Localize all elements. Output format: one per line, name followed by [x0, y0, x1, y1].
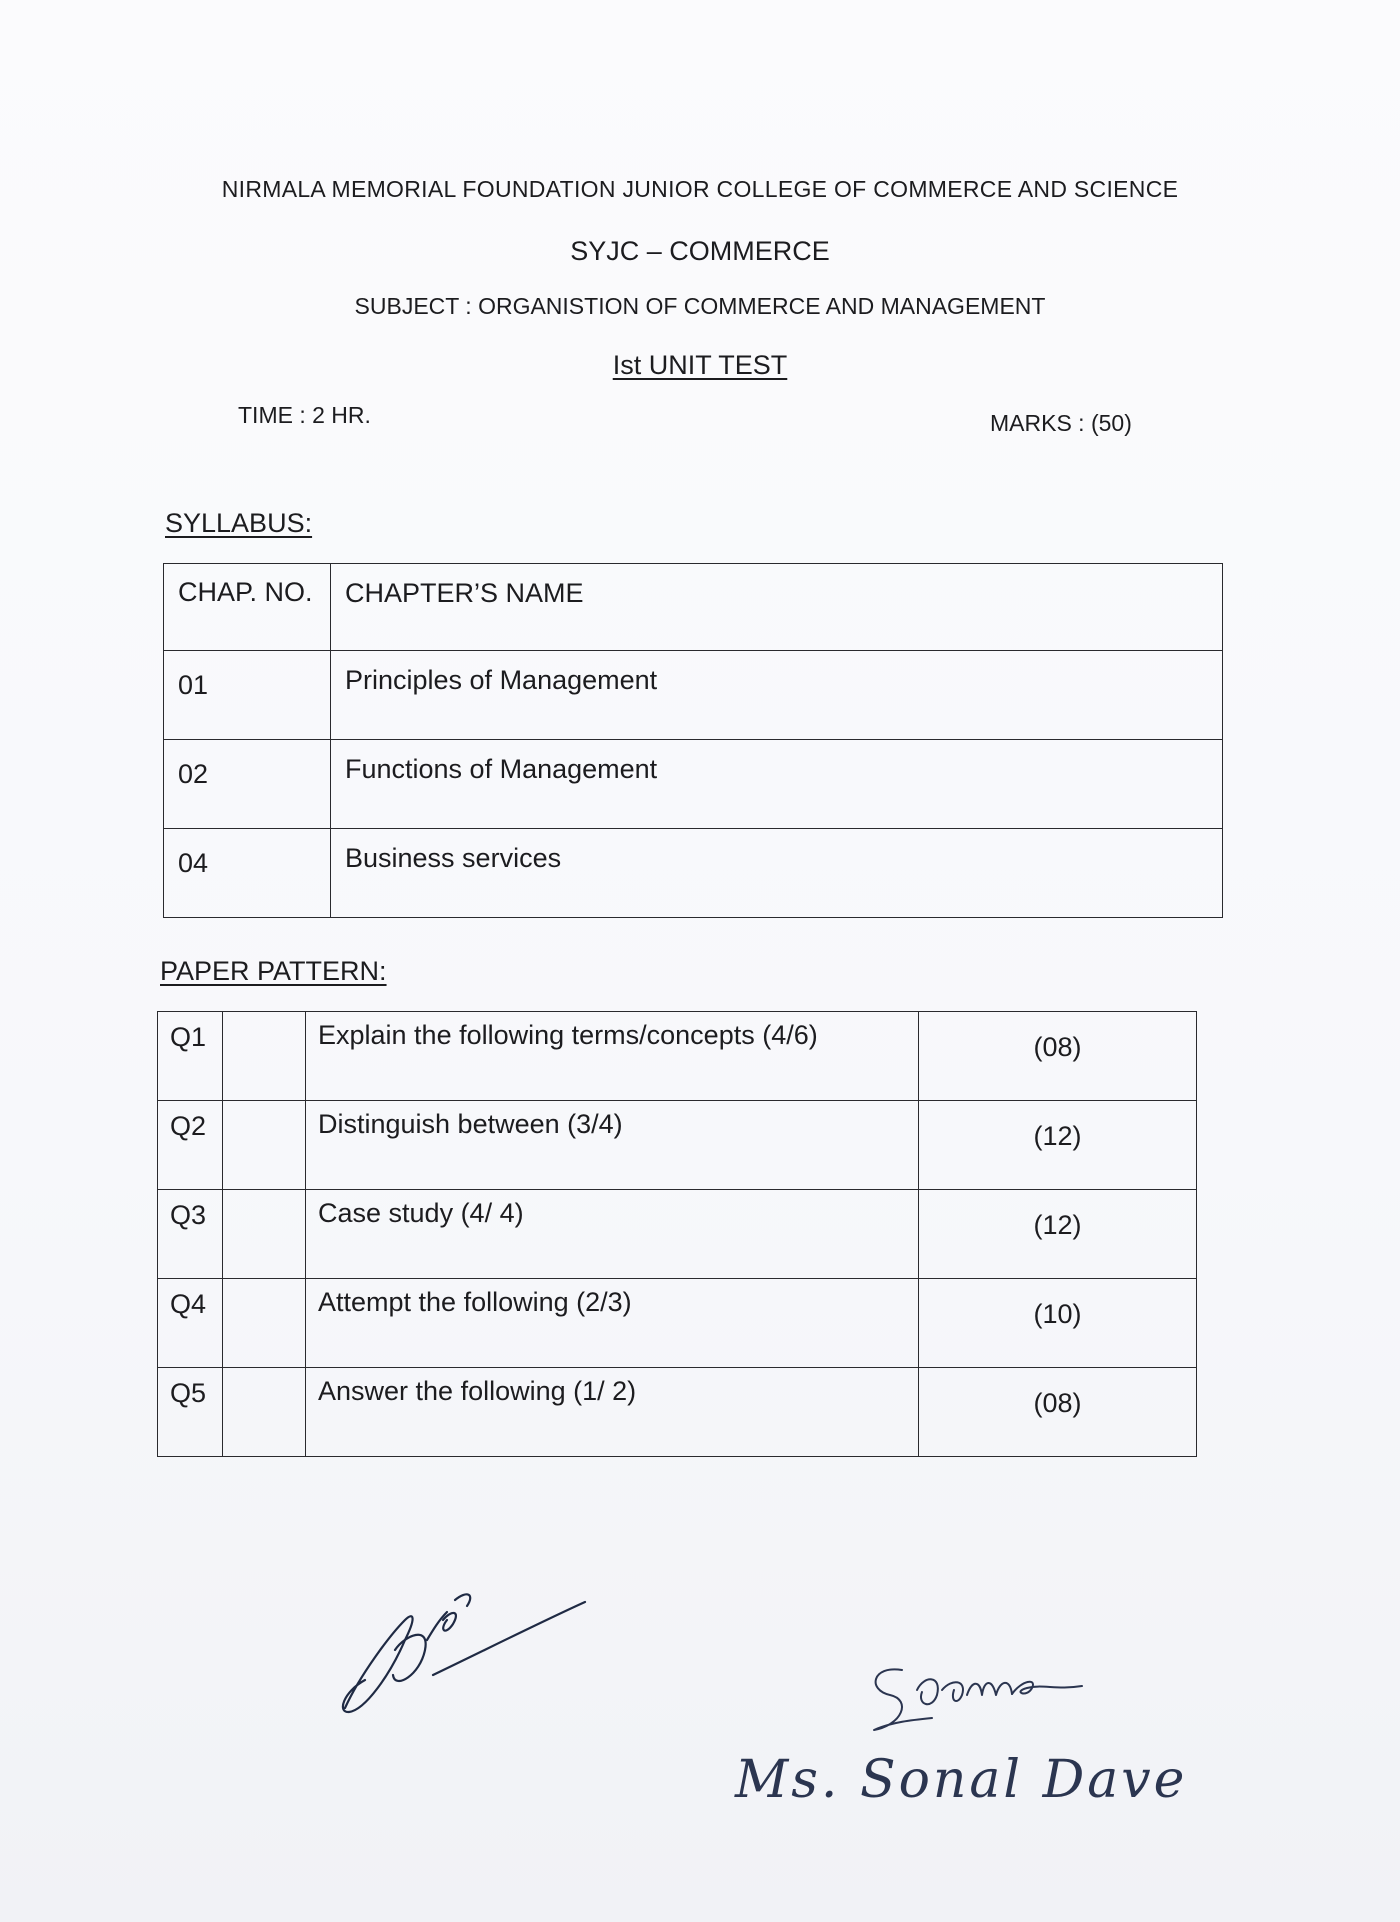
syllabus-row	[164, 651, 1223, 740]
pattern-row	[158, 1190, 1197, 1279]
syllabus-table	[163, 563, 1223, 918]
principal-signature	[335, 1580, 605, 1720]
blank-cell	[223, 1368, 306, 1457]
test-title	[0, 350, 1400, 381]
syllabus-row	[164, 829, 1223, 918]
paper-pattern-table	[157, 1011, 1197, 1457]
pattern-row	[158, 1101, 1197, 1190]
question-description: Case study (4/ 4)	[306, 1190, 919, 1279]
college-name: NIRMALA MEMORIAL FOUNDATION JUNIOR COLLEGE OF COMMERCE AND SCIENCE	[221, 176, 1179, 202]
test-title-text: Ist UNIT TEST	[612, 350, 788, 380]
class-name: SYJC – COMMERCE	[570, 236, 830, 266]
question-number: Q1	[158, 1012, 223, 1101]
chap-no: 04	[164, 829, 331, 918]
question-marks: (08)	[919, 1012, 1197, 1101]
pattern-row	[158, 1279, 1197, 1368]
syllabus-header-row	[164, 564, 1223, 651]
chap-no: 02	[164, 740, 331, 829]
paper-pattern-heading: PAPER PATTERN:	[160, 956, 387, 986]
time-allowed: TIME : 2 HR.	[238, 402, 371, 428]
question-description: Attempt the following (2/3)	[306, 1279, 919, 1368]
question-description: Answer the following (1/ 2)	[306, 1368, 919, 1457]
question-number: Q5	[158, 1368, 223, 1457]
teacher-signature	[862, 1650, 1092, 1740]
pattern-row	[158, 1368, 1197, 1457]
blank-cell	[223, 1279, 306, 1368]
chapter-name: Business services	[331, 829, 1223, 918]
chapter-name: Functions of Management	[331, 740, 1223, 829]
blank-cell	[223, 1101, 306, 1190]
question-marks: (12)	[919, 1190, 1197, 1279]
chap-no: 01	[164, 651, 331, 740]
blank-cell	[223, 1190, 306, 1279]
question-marks: (08)	[919, 1368, 1197, 1457]
signatory-name: Ms. Sonal Dave	[735, 1750, 1188, 1810]
chap-no-header: CHAP. NO.	[164, 564, 331, 651]
syllabus-heading: SYLLABUS:	[165, 508, 313, 538]
question-number: Q4	[158, 1279, 223, 1368]
blank-cell	[223, 1012, 306, 1101]
question-number: Q3	[158, 1190, 223, 1279]
subject-line: SUBJECT : ORGANISTION OF COMMERCE AND MANAGEMENT	[354, 293, 1046, 319]
question-number: Q2	[158, 1101, 223, 1190]
question-marks: (12)	[919, 1101, 1197, 1190]
syllabus-row	[164, 740, 1223, 829]
question-description: Distinguish between (3/4)	[306, 1101, 919, 1190]
question-description: Explain the following terms/concepts (4/6)	[306, 1012, 919, 1101]
chapter-name-header: CHAPTER’S NAME	[331, 564, 1223, 651]
total-marks: MARKS : (50)	[990, 410, 1132, 436]
pattern-row	[158, 1012, 1197, 1101]
chapter-name: Principles of Management	[331, 651, 1223, 740]
question-marks: (10)	[919, 1279, 1197, 1368]
